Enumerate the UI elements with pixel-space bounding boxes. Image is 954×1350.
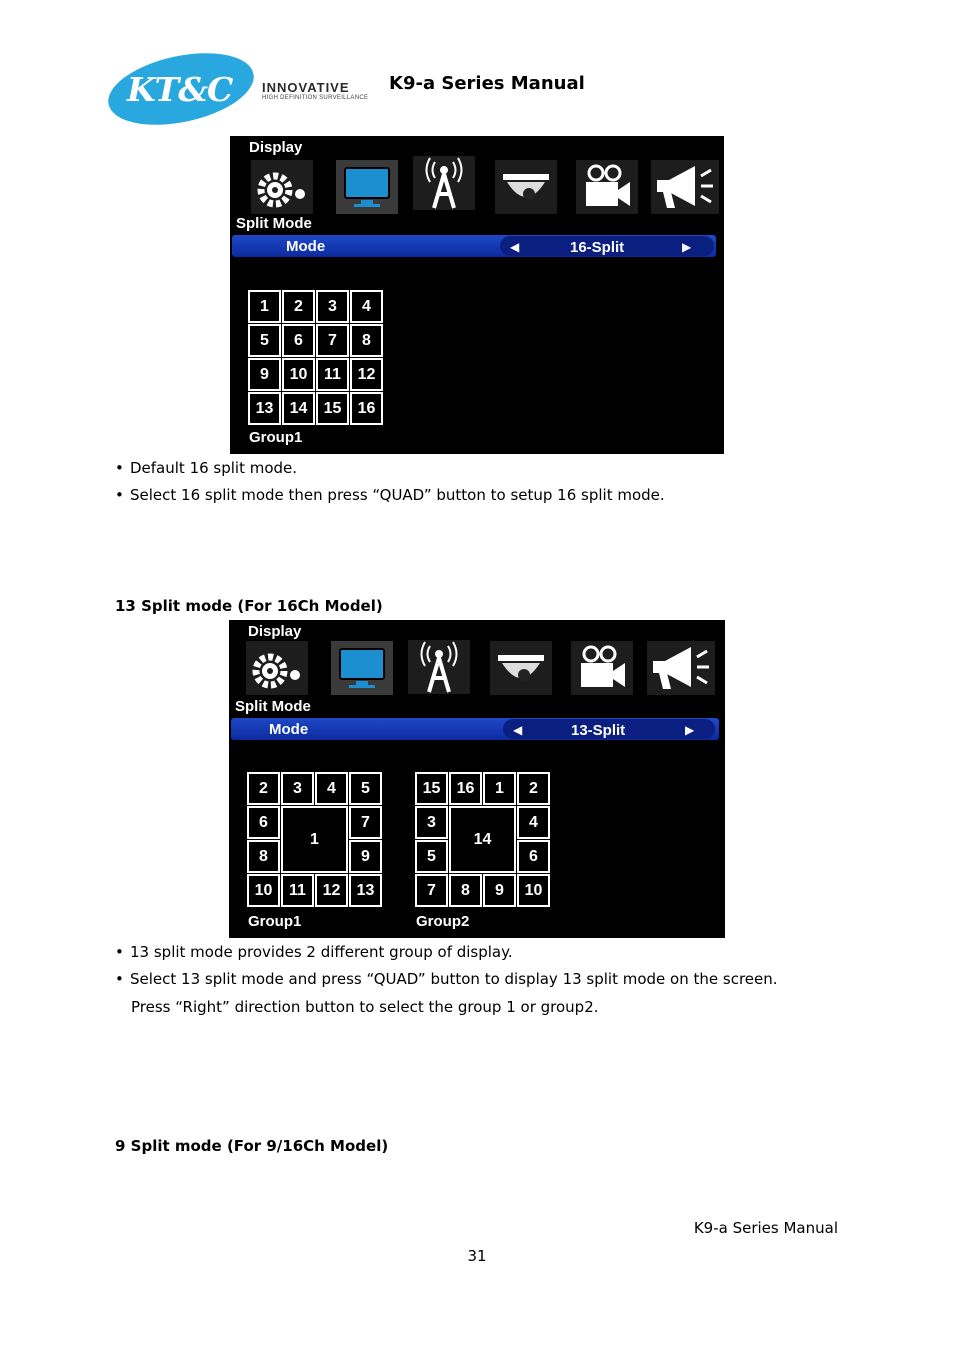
megaphone-icon: [651, 160, 719, 214]
split-grid-group2: [415, 772, 550, 907]
screenshot-16-split: [230, 136, 724, 454]
grid-cell: 3: [415, 806, 448, 839]
grid-cell: 12: [350, 358, 383, 391]
bullet-continuation: Press “Right” direction button to select the group 1 or group2.: [131, 998, 599, 1016]
grid-cell: 15: [316, 392, 349, 425]
grid-cell: 10: [247, 874, 280, 907]
grid-cell: 5: [349, 772, 382, 805]
grid-cell: 12: [315, 874, 348, 907]
grid-cell: 1: [483, 772, 516, 805]
grid-cell: 2: [282, 290, 315, 323]
grid-cell: 9: [483, 874, 516, 907]
grid-cell: 4: [350, 290, 383, 323]
screenshot-13-split: [229, 620, 725, 938]
network-tower-icon: [413, 156, 475, 210]
arrow-left-icon[interactable]: ◀: [510, 240, 520, 254]
header-title: K9-a Series Manual: [389, 73, 585, 94]
grid-cell: 7: [349, 806, 382, 839]
dome-camera-icon: [490, 641, 552, 695]
split-grid-16: [248, 290, 383, 425]
footer-title: K9-a Series Manual: [693, 1219, 838, 1237]
section-heading: 9 Split mode (For 9/16Ch Model): [115, 1137, 389, 1155]
ktc-logo: [107, 56, 257, 122]
grid-cell: 5: [415, 840, 448, 873]
mode-selector[interactable]: [500, 236, 714, 256]
logo-text: KT&C: [127, 70, 233, 109]
grid-cell: 11: [316, 358, 349, 391]
brand-tagline: HIGH DEFINITION SURVEILLANCE: [262, 95, 369, 101]
grid-cell: 14: [282, 392, 315, 425]
grid-cell: 7: [415, 874, 448, 907]
grid-cell: 5: [248, 324, 281, 357]
mode-row[interactable]: [232, 235, 716, 257]
grid-cell: 3: [281, 772, 314, 805]
grid-cell: 16: [350, 392, 383, 425]
arrow-left-icon[interactable]: ◀: [513, 723, 523, 737]
grid-cell: 7: [316, 324, 349, 357]
grid-cell-large: 1: [281, 806, 348, 873]
grid-cell: 6: [517, 840, 550, 873]
grid-cell: 8: [449, 874, 482, 907]
arrow-right-icon[interactable]: ▶: [682, 240, 692, 254]
mode-label: Mode: [269, 721, 309, 738]
bullet-item: • 13 split mode provides 2 different group of display.: [130, 943, 513, 961]
grid-cell: 8: [350, 324, 383, 357]
grid-cell: 13: [349, 874, 382, 907]
group-label: Group1: [249, 429, 303, 446]
grid-cell: 6: [282, 324, 315, 357]
section-title: Split Mode: [236, 215, 312, 232]
menu-title: Display: [249, 139, 303, 156]
grid-cell: 10: [517, 874, 550, 907]
grid-cell: 1: [248, 290, 281, 323]
grid-cell: 16: [449, 772, 482, 805]
grid-cell: 9: [248, 358, 281, 391]
monitor-icon: [336, 160, 398, 214]
mode-selector[interactable]: [503, 719, 715, 739]
video-camera-icon: [576, 160, 638, 214]
grid-cell: 8: [247, 840, 280, 873]
group-label: Group2: [416, 913, 470, 930]
settings-icon: [246, 641, 308, 695]
grid-cell: 15: [415, 772, 448, 805]
mode-label: Mode: [286, 238, 326, 255]
bullet-item: • Select 16 split mode then press “QUAD” button to setup 16 split mode.: [130, 486, 665, 504]
megaphone-icon: [647, 641, 715, 695]
brand: [262, 80, 368, 101]
mode-value: 16-Split: [570, 239, 625, 256]
settings-icon: [251, 160, 313, 214]
mode-value: 13-Split: [571, 722, 626, 739]
grid-cell: 4: [315, 772, 348, 805]
grid-cell: 11: [281, 874, 314, 907]
video-camera-icon: [571, 641, 633, 695]
section-heading: 13 Split mode (For 16Ch Model): [115, 597, 383, 615]
bullet-item: • Default 16 split mode.: [130, 459, 297, 477]
grid-cell: 2: [517, 772, 550, 805]
arrow-right-icon[interactable]: ▶: [685, 723, 695, 737]
grid-cell: 9: [349, 840, 382, 873]
monitor-icon: [331, 641, 393, 695]
grid-cell: 2: [247, 772, 280, 805]
mode-row[interactable]: [231, 718, 719, 740]
menu-title: Display: [248, 623, 302, 640]
page-number: 31: [467, 1247, 487, 1265]
network-tower-icon: [408, 640, 470, 694]
section-title: Split Mode: [235, 698, 311, 715]
grid-cell-large: 14: [449, 806, 516, 873]
brand-name: INNOVATIVE: [262, 80, 350, 95]
split-grid-group1: [247, 772, 382, 907]
grid-cell: 4: [517, 806, 550, 839]
group-label: Group1: [248, 913, 302, 930]
dome-camera-icon: [495, 160, 557, 214]
bullet-item: • Select 13 split mode and press “QUAD” button to display 13 split mode on the screen.: [130, 970, 778, 988]
grid-cell: 10: [282, 358, 315, 391]
grid-cell: 3: [316, 290, 349, 323]
grid-cell: 6: [247, 806, 280, 839]
grid-cell: 13: [248, 392, 281, 425]
